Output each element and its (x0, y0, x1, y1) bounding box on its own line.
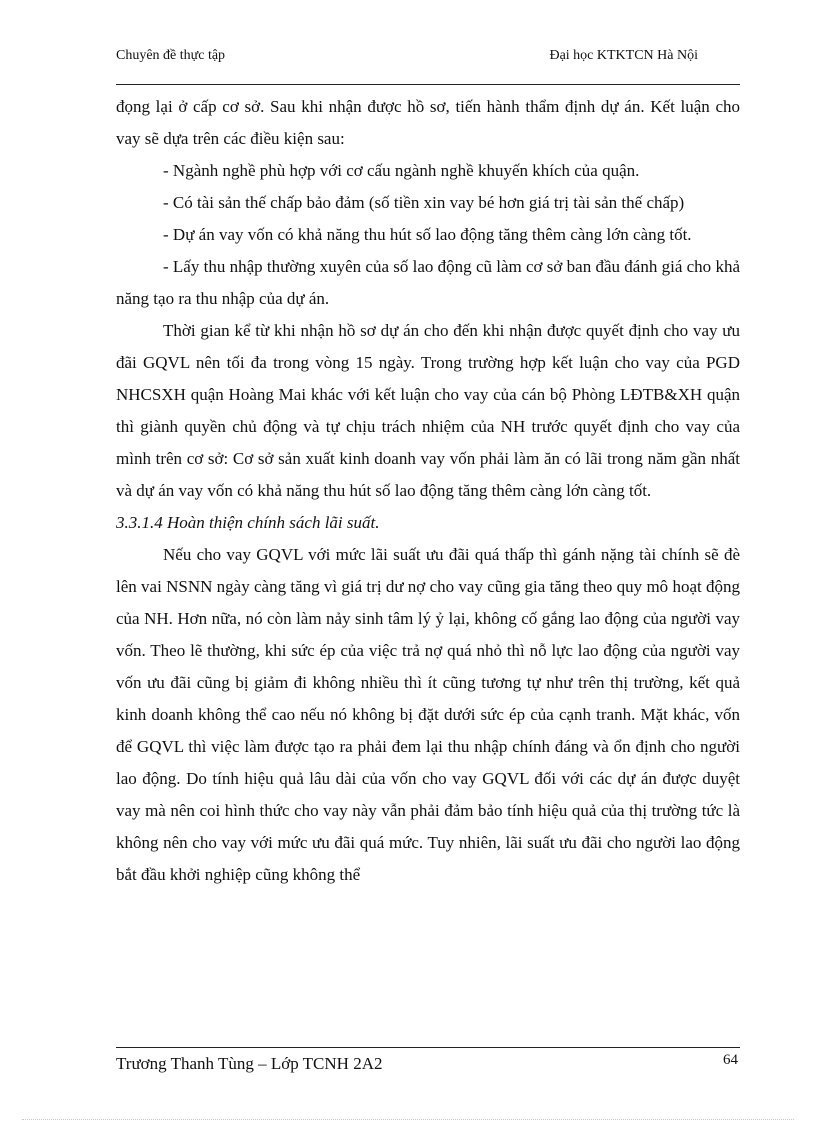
paragraph-timing: Thời gian kể từ khi nhận hồ sơ dự án cho đến khi nhận được quyết định cho vay ưu đãi GQVL nên tối đa trong vòng 15 ngày. Trong trường hợp kết luận cho vay của PGD NHCSXH quận Hoàng Mai khác với kết luận cho vay của cán bộ Phòng LĐTB&XH quận thì giành quyền chủ động và tự chịu trách nhiệm của NH trước quyết định cho vay của mình trên cơ sở: Cơ sở sản xuất kinh doanh vay vốn phải làm ăn có lãi trong năm gần nhất và dự án vay vốn có khả năng thu hút số lao động tăng thêm càng lớn càng tốt. (116, 321, 740, 500)
condition-item-collateral: - Có tài sản thế chấp bảo đảm (số tiền xin vay bé hơn giá trị tài sản thế chấp) (163, 193, 685, 212)
condition-item-industry: - Ngành nghề phù hợp với cơ cấu ngành nghề khuyến khích của quận. (163, 161, 640, 180)
condition-item-income: - Lấy thu nhập thường xuyên của số lao động cũ làm cơ sở ban đầu đánh giá cho khả năng tạo ra thu nhập của dự án. (116, 257, 740, 308)
header-right-title: Đại học KTKTCN Hà Nội (549, 48, 698, 63)
footer-author: Trương Thanh Tùng – Lớp TCNH 2A2 (116, 1054, 383, 1073)
header-left-title: Chuyên đề thực tập (116, 48, 226, 63)
section-heading: 3.3.1.4 Hoàn thiện chính sách lãi suất. (116, 513, 380, 532)
header-rule (116, 84, 740, 85)
condition-item-labor: - Dự án vay vốn có khả năng thu hút số lao động tăng thêm càng lớn càng tốt. (163, 225, 692, 244)
footer-rule (116, 1047, 740, 1048)
page-edge-divider (22, 1119, 794, 1120)
paragraph-continuation: đọng lại ở cấp cơ sở. Sau khi nhận được hồ sơ, tiến hành thẩm định dự án. Kết luận cho vay sẽ dựa trên các điều kiện sau: (116, 97, 740, 148)
page-header (116, 48, 740, 70)
paragraph-interest-rate: Nếu cho vay GQVL với mức lãi suất ưu đãi quá thấp thì gánh nặng tài chính sẽ đè lên vai NSNN ngày càng tăng vì giá trị dư nợ cho vay cũng gia tăng theo quy mô hoạt động của NH. Hơn nữa, nó còn làm nảy sinh tâm lý ỷ lại, không cố gắng lao động của người vay vốn. Theo lẽ thường, khi sức ép của việc trả nợ quá nhỏ thì nỗ lực lao động của người vay vốn ưu đãi cũng bị giảm đi không nhiều thì ít cũng tương tự như trên thị trường, kết quả kinh doanh không thể cao nếu nó không bị đặt dưới sức ép của cạnh tranh. Mặt khác, vốn để GQVL thì việc làm được tạo ra phải đem lại thu nhập chính đáng và ổn định cho người lao động. Do tính hiệu quả lâu dài của vốn cho vay GQVL đối với các dự án được duyệt vay mà nên coi hình thức cho vay này vẫn phải đảm bảo tính hiệu quả của thị trường tức là không nên cho vay với mức ưu đãi quá mức. Tuy nhiên, lãi suất ưu đãi cho người lao động bắt đầu khởi nghiệp cũng không thể (116, 545, 740, 884)
page-number: 64 (723, 1052, 738, 1068)
body-text (116, 91, 740, 891)
